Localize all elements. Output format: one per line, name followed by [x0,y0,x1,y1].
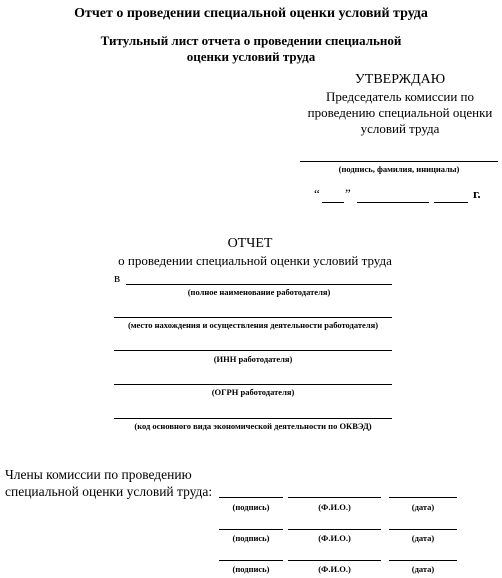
date-caption: (дата) [411,533,435,543]
date-caption: (дата) [411,564,435,574]
field-line [114,384,392,385]
signature-caption: (подпись) [232,533,270,543]
field-caption: (ИНН работодателя) [213,354,293,364]
date-line [389,497,457,498]
field-line [114,418,392,419]
field-line [126,284,392,285]
date-year-line [434,202,468,203]
report-subtitle: о проведении специальной оценки условий труда [118,253,392,268]
signature-line [219,497,283,498]
signature-caption: (подпись) [232,502,270,512]
signature-line [219,560,283,561]
approval-line3: условий труда [360,121,440,136]
field-caption: (код основного вида экономической деятельности по ОКВЭД) [134,421,372,431]
date-month-line [357,202,429,203]
approval-line2: проведению специальной оценки [307,105,493,120]
title-page-heading-line2: оценки условий труда [186,49,316,64]
report-title: ОТЧЕТ [227,236,273,251]
report-prefix-v: в [114,270,121,285]
field-line [114,317,392,318]
date-day-line [322,202,344,203]
name-caption: (Ф.И.О.) [318,502,351,512]
date-line [389,529,457,530]
field-caption: (полное наименование работодателя) [187,287,331,297]
commission-label-line2: специальной оценки условий труда: [5,484,213,499]
field-caption: (ОГРН работодателя) [211,387,295,397]
approval-line1: Председатель комиссии по [325,89,475,104]
field-line [114,350,392,351]
name-line [288,529,381,530]
date-caption: (дата) [411,502,435,512]
title-page-heading-line1: Титульный лист отчета о проведении специальной [100,33,402,48]
name-line [288,497,381,498]
date-close-quote: ” [345,186,351,201]
approval-signature-caption: (подпись, фамилия, инициалы) [338,164,460,174]
approval-signature-line [300,161,498,162]
approval-label: УТВЕРЖДАЮ [354,72,446,87]
signature-caption: (подпись) [232,564,270,574]
name-line [288,560,381,561]
year-suffix: г. [473,186,481,201]
date-line [389,560,457,561]
signature-line [219,529,283,530]
date-open-quote: “ [314,186,320,201]
commission-label-line1: Члены комиссии по проведению [5,467,192,482]
field-caption: (место нахождения и осуществления деятельности работодателя) [127,320,379,330]
document-title: Отчет о проведении специальной оценки условий труда [74,6,428,21]
name-caption: (Ф.И.О.) [318,533,351,543]
name-caption: (Ф.И.О.) [318,564,351,574]
